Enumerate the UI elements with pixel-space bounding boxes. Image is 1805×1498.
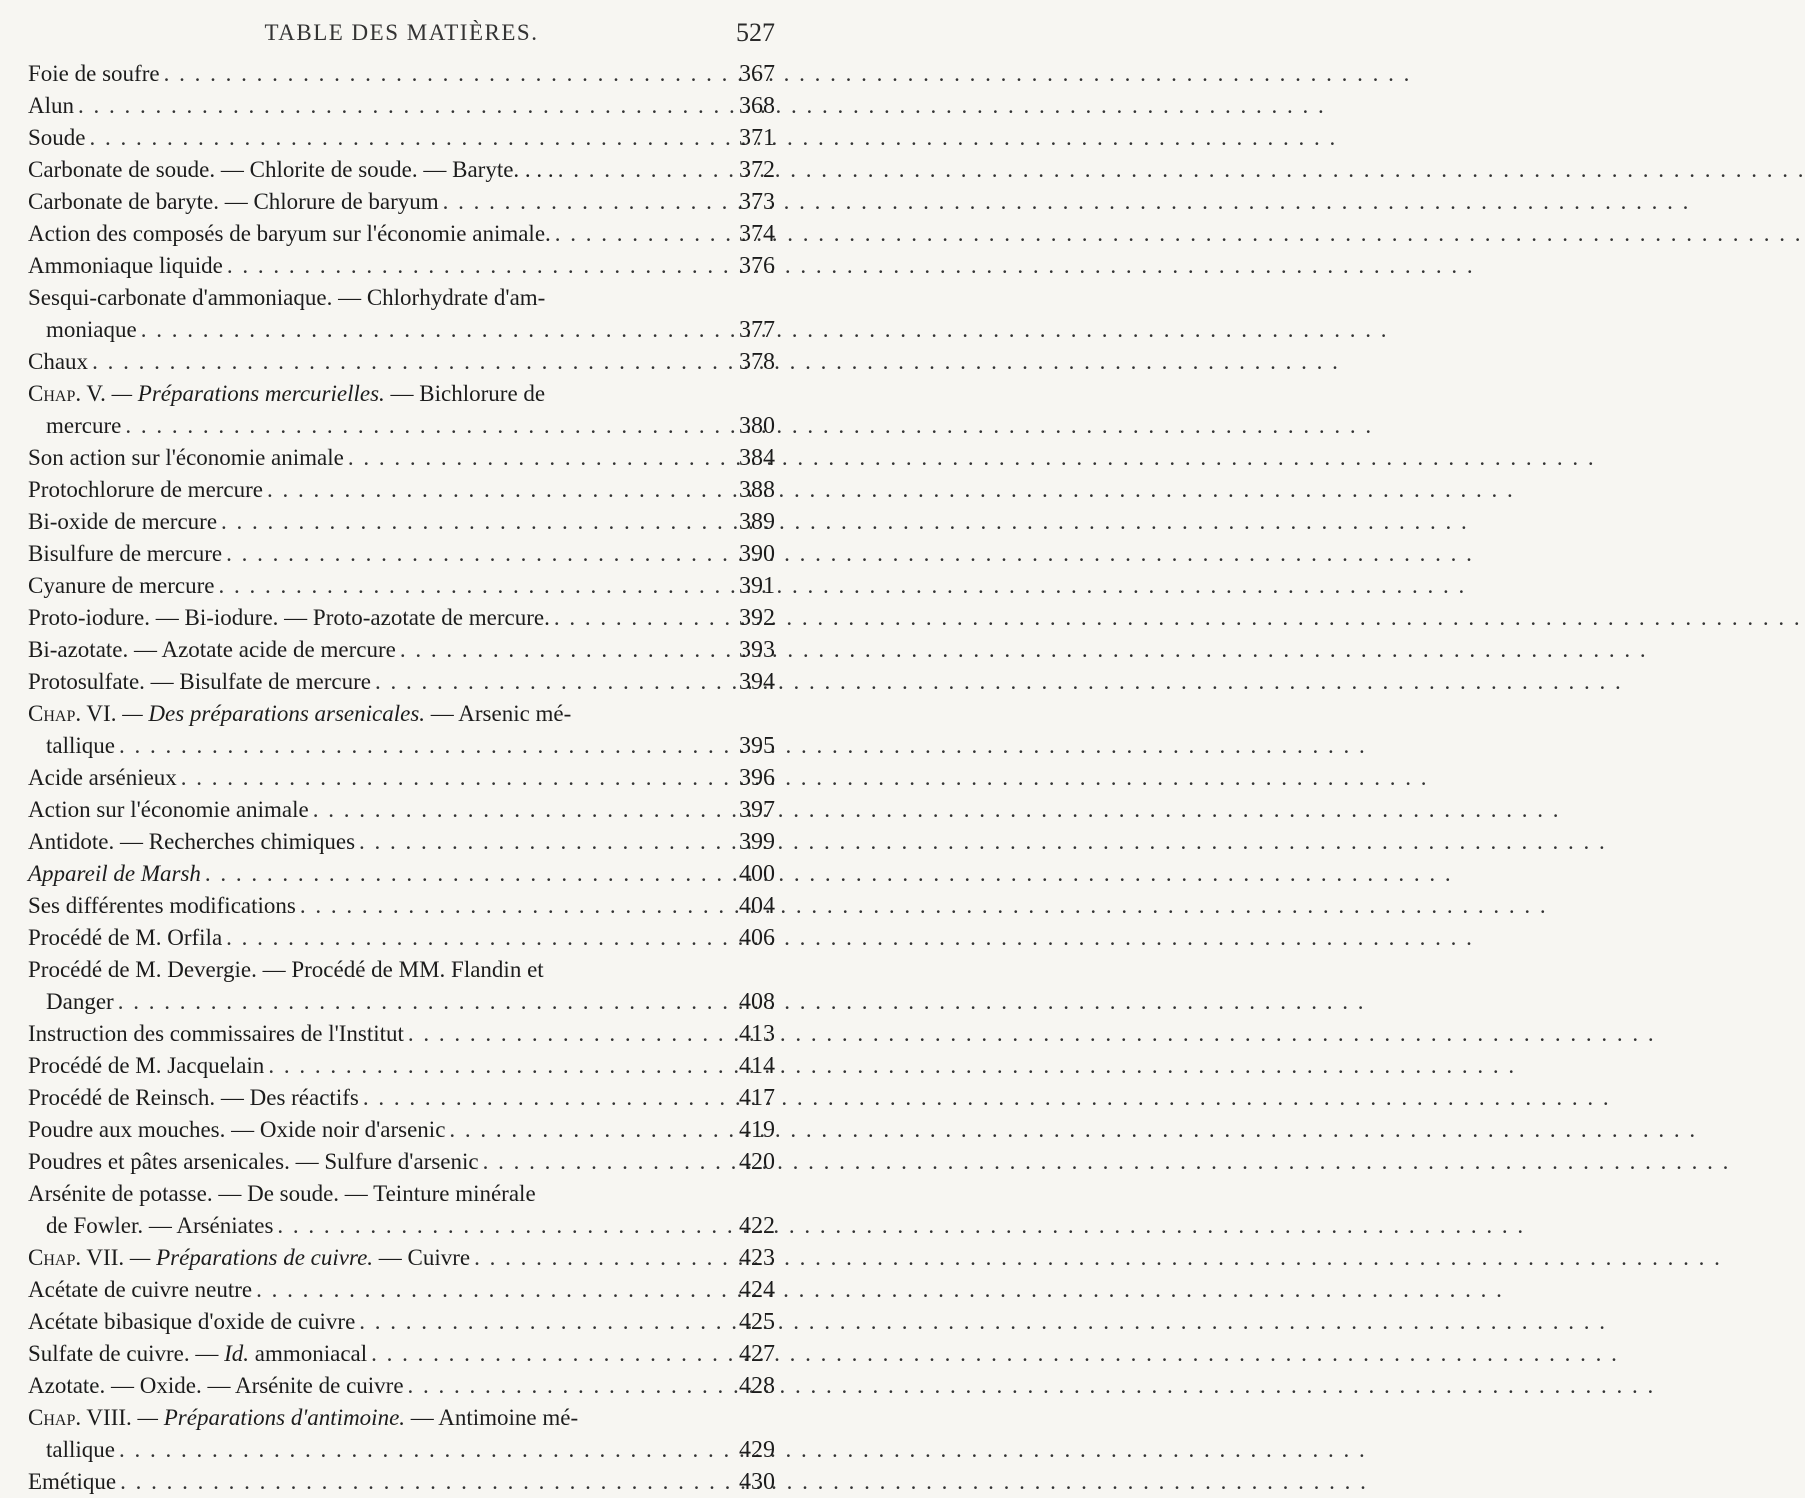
dot-leader: [267, 474, 725, 506]
toc-entry-title: [28, 954, 544, 986]
toc-entry-title: [28, 90, 74, 122]
entry-italic-text: Id.: [224, 1341, 249, 1366]
entry-italic-text: — Préparations mercurielles.: [111, 381, 385, 406]
toc-entry: [28, 1082, 775, 1114]
toc-page-number: 404: [739, 893, 775, 919]
dot-leader: [141, 314, 725, 346]
toc-entry-title: [28, 1242, 470, 1274]
toc-entry-title: [28, 762, 177, 794]
dot-leader: [78, 90, 725, 122]
dot-leader: [227, 250, 725, 282]
toc-entry: [28, 154, 775, 186]
dot-leader: [408, 1370, 725, 1402]
toc-entry-title: [28, 1146, 479, 1178]
toc-entry: [28, 282, 775, 314]
dot-leader: [443, 186, 725, 218]
entry-text: Poudre aux mouches. — Oxide noir d'arsenic: [28, 1117, 446, 1142]
entry-text: Poudres et pâtes arsenicales. — Sulfure d'arsenic: [28, 1149, 479, 1174]
toc-entry: [28, 1434, 775, 1466]
toc-page-number: 420: [739, 1149, 775, 1175]
toc-entry-title: [28, 58, 160, 90]
toc-entry: [28, 1210, 775, 1242]
dot-leader: [277, 1210, 725, 1242]
toc-entry: [28, 858, 775, 890]
entry-text: Procédé de M. Jacquelain: [28, 1053, 265, 1078]
toc-page-number: 393: [739, 637, 775, 663]
entry-text: Foie de soufre: [28, 61, 160, 86]
toc-entry-title: [28, 474, 263, 506]
dot-leader: [555, 218, 725, 250]
entry-italic-text: — Préparations de cuivre.: [129, 1245, 374, 1270]
dot-leader: [90, 122, 726, 154]
entry-text: Action des composés de baryum sur l'économie animale.: [28, 221, 551, 246]
dot-leader: [483, 1146, 725, 1178]
entry-text: Proto-iodure. — Bi-iodure. — Proto-azotate de mercure.: [28, 605, 550, 630]
toc-entry-title: [28, 218, 551, 250]
toc-page-number: 395: [739, 733, 775, 759]
toc-page-number: 377: [739, 317, 775, 343]
toc-entry: [28, 570, 775, 602]
toc-entry: [28, 58, 775, 90]
toc-entry: [28, 314, 775, 346]
dot-leader: [118, 986, 725, 1018]
toc-page-number: 378: [739, 349, 775, 375]
toc-entry-title: [28, 1402, 578, 1434]
toc-entry-title: [28, 1338, 367, 1370]
entry-text: Bisulfure de mercure: [28, 541, 223, 566]
toc-page-number: 406: [739, 925, 775, 951]
toc-entry-title: [28, 250, 223, 282]
entry-text: Soude: [28, 125, 86, 150]
toc-page-number: 368: [739, 93, 775, 119]
entry-rest-text: ammoniacal: [254, 1341, 368, 1366]
toc-page-number: 397: [739, 797, 775, 823]
dot-leader: [119, 1434, 725, 1466]
toc-entry-title: [46, 986, 114, 1018]
entry-text: Azotate. — Oxide. — Arsénite de cuivre: [28, 1373, 404, 1398]
entry-text: Cyanure de mercure: [28, 573, 215, 598]
toc-page-number: 391: [739, 573, 775, 599]
toc-entry: [28, 986, 775, 1018]
toc-page-number: 419: [739, 1117, 775, 1143]
toc-entry-title: [28, 442, 344, 474]
toc-entry-title: [28, 1306, 355, 1338]
toc-entry: [28, 90, 775, 122]
entry-rest-text: — Cuivre: [378, 1245, 471, 1270]
dot-leader: [359, 1306, 725, 1338]
dot-leader: [226, 538, 725, 570]
dot-leader: [119, 730, 725, 762]
dot-leader: [558, 154, 725, 186]
toc-entry-title: [28, 1370, 404, 1402]
toc-page-number: 413: [739, 1021, 775, 1047]
toc-entry-title: [28, 154, 554, 186]
toc-page-number: 389: [739, 509, 775, 535]
toc-entry: [28, 1178, 775, 1210]
entry-text: Chaux: [28, 349, 89, 374]
toc-entry: [28, 1050, 775, 1082]
toc-entry: [28, 410, 775, 442]
toc-page-number: 424: [739, 1277, 775, 1303]
toc-entry-title: [28, 570, 214, 602]
entry-rest-text: — Antimoine mé-: [410, 1405, 579, 1430]
toc-page-number: 400: [739, 861, 775, 887]
toc-entry: [28, 218, 775, 250]
toc-entry: [28, 186, 775, 218]
toc-entry-title: [46, 730, 115, 762]
toc-entry: [28, 122, 775, 154]
toc-entry-title: [28, 698, 571, 730]
entry-text: Procédé de Reinsch. — Des réactifs: [28, 1085, 359, 1110]
toc-entry: [28, 730, 775, 762]
toc-entry: [28, 1274, 775, 1306]
dot-leader: [313, 794, 725, 826]
toc-page-number: 399: [739, 829, 775, 855]
entry-text: Bi-oxide de mercure: [28, 509, 218, 534]
toc-entry-title: [46, 1434, 115, 1466]
toc-entry-title: [28, 1274, 252, 1306]
toc-page-number: 394: [739, 669, 775, 695]
toc-page-number: 408: [739, 989, 775, 1015]
dot-leader: [375, 666, 725, 698]
toc-entry: [28, 1018, 775, 1050]
toc-entry: [28, 602, 775, 634]
toc-entry-title: [28, 890, 296, 922]
book-page: [0, 0, 801, 1495]
toc-entry-title: [46, 314, 137, 346]
chapter-label: Chap. VI.: [28, 701, 117, 726]
chapter-label: Chap. V.: [28, 381, 106, 406]
toc-entry-title: [28, 1082, 359, 1114]
entry-text: Emétique: [28, 1469, 117, 1494]
toc-page-number: 429: [739, 1437, 775, 1463]
entry-rest-text: — Arsenic mé-: [430, 701, 572, 726]
toc-entry-title: [28, 506, 217, 538]
entry-text: Action sur l'économie animale: [28, 797, 309, 822]
toc-entry: [28, 1306, 775, 1338]
entry-italic-text: — Des préparations arsenicales.: [122, 701, 426, 726]
toc-entry: [28, 954, 775, 986]
entry-text: Protosulfate. — Bisulfate de mercure: [28, 669, 371, 694]
toc-entry: [28, 1466, 775, 1498]
toc-page-number: 380: [739, 413, 775, 439]
toc-entry-title: [28, 1018, 404, 1050]
toc-entry: [28, 378, 775, 410]
toc-entry: [28, 794, 775, 826]
toc-entry-title: [28, 794, 309, 826]
toc-entry-title: [28, 826, 355, 858]
toc-page-number: 425: [739, 1309, 775, 1335]
entry-text: Acétate de cuivre neutre: [28, 1277, 253, 1302]
toc-entry: [28, 1402, 775, 1434]
entry-text: Carbonate de soude. — Chlorite de soude. — Baryte. . . .: [28, 157, 554, 182]
entry-text: Danger: [46, 989, 114, 1014]
dot-leader: [120, 1466, 725, 1498]
dot-leader: [400, 634, 725, 666]
toc-page-number: 428: [739, 1373, 775, 1399]
toc-entry-title: [28, 1050, 264, 1082]
toc-page-number: 384: [739, 445, 775, 471]
toc-page-number: 414: [739, 1053, 775, 1079]
entry-italic-text: — Préparations d'antimoine.: [137, 1405, 406, 1430]
toc-entry: [28, 474, 775, 506]
dot-leader: [92, 346, 725, 378]
toc-entry: [28, 1242, 775, 1274]
toc-page-number: 417: [739, 1085, 775, 1111]
toc-entry-title: [28, 634, 396, 666]
entry-text: Sulfate de cuivre. —: [28, 1341, 219, 1366]
toc-page-number: 396: [739, 765, 775, 791]
page-number: 527: [736, 18, 775, 47]
running-title: TABLE DES MATIÈRES.: [264, 20, 539, 45]
page-header: [28, 0, 775, 58]
toc-entry: [28, 634, 775, 666]
dot-leader: [205, 858, 725, 890]
entry-text: Ses différentes modifications: [28, 893, 296, 918]
table-of-contents: [28, 58, 775, 1498]
entry-text: mercure: [46, 413, 122, 438]
entry-text: Sesqui-carbonate d'ammoniaque. — Chlorhydrate d'am-: [28, 285, 546, 310]
dot-leader: [226, 922, 725, 954]
dot-leader: [268, 1050, 725, 1082]
toc-entry-title: [28, 378, 545, 410]
entry-text: Procédé de M. Orfila: [28, 925, 223, 950]
dot-leader: [554, 602, 725, 634]
toc-page-number: 373: [739, 189, 775, 215]
toc-entry-title: [28, 1178, 536, 1210]
toc-entry-title: [28, 346, 88, 378]
entry-text: moniaque: [46, 317, 137, 342]
toc-page-number: 423: [739, 1245, 775, 1271]
toc-page-number: 374: [739, 221, 775, 247]
toc-entry: [28, 538, 775, 570]
toc-entry: [28, 346, 775, 378]
toc-entry: [28, 890, 775, 922]
dot-leader: [371, 1338, 725, 1370]
toc-entry-title: [28, 282, 545, 314]
entry-text: Protochlorure de mercure: [28, 477, 264, 502]
entry-text: Acide arsénieux: [28, 765, 177, 790]
toc-entry-title: [28, 602, 550, 634]
toc-page-number: 371: [739, 125, 775, 151]
toc-page-number: 422: [739, 1213, 775, 1239]
entry-text: Acétate bibasique d'oxide de cuivre: [28, 1309, 356, 1334]
toc-entry: [28, 762, 775, 794]
toc-page-number: 427: [739, 1341, 775, 1367]
toc-entry-title: [28, 666, 371, 698]
toc-entry: [28, 442, 775, 474]
toc-entry: [28, 506, 775, 538]
toc-page-number: 376: [739, 253, 775, 279]
entry-text: Procédé de M. Devergie. — Procédé de MM. Flandin et: [28, 957, 544, 982]
entry-text: Alun: [28, 93, 74, 118]
dot-leader: [256, 1274, 725, 1306]
chapter-label: Chap. VII.: [28, 1245, 125, 1270]
dot-leader: [359, 826, 725, 858]
toc-entry-title: [28, 1466, 116, 1498]
toc-entry: [28, 1114, 775, 1146]
dot-leader: [348, 442, 725, 474]
toc-entry-title: [28, 122, 86, 154]
toc-page-number: 392: [739, 605, 775, 631]
toc-page-number: 388: [739, 477, 775, 503]
dot-leader: [125, 410, 725, 442]
entry-text: Carbonate de baryte. — Chlorure de baryum: [28, 189, 439, 214]
entry-text: tallique: [46, 733, 115, 758]
toc-entry-title: [28, 922, 222, 954]
entry-text: Antidote. — Recherches chimiques: [28, 829, 356, 854]
entry-text: Son action sur l'économie animale: [28, 445, 344, 470]
toc-entry-title: [28, 1114, 445, 1146]
entry-text: de Fowler. — Arséniates: [46, 1213, 274, 1238]
entry-text: tallique: [46, 1437, 115, 1462]
dot-leader: [164, 58, 725, 90]
toc-page-number: 372: [739, 157, 775, 183]
entry-text: Instruction des commissaires de l'Institut: [28, 1021, 404, 1046]
entry-text: Ammoniaque liquide: [28, 253, 223, 278]
entry-rest-text: — Bichlorure de: [390, 381, 546, 406]
toc-entry: [28, 826, 775, 858]
entry-italic-text: Appareil de Marsh: [28, 861, 201, 886]
dot-leader: [408, 1018, 725, 1050]
dot-leader: [218, 570, 725, 602]
toc-entry: [28, 1146, 775, 1178]
dot-leader: [300, 890, 725, 922]
entry-text: Arsénite de potasse. — De soude. — Teinture minérale: [28, 1181, 536, 1206]
toc-entry: [28, 698, 775, 730]
toc-entry: [28, 666, 775, 698]
dot-leader: [363, 1082, 725, 1114]
chapter-label: Chap. VIII.: [28, 1405, 132, 1430]
toc-entry-title: [28, 538, 222, 570]
toc-entry: [28, 1338, 775, 1370]
toc-entry-title: [28, 858, 201, 890]
toc-page-number: 367: [739, 61, 775, 87]
toc-entry-title: [28, 186, 439, 218]
dot-leader: [181, 762, 725, 794]
dot-leader: [474, 1242, 725, 1274]
toc-entry: [28, 922, 775, 954]
toc-entry: [28, 250, 775, 282]
toc-entry-title: [46, 1210, 273, 1242]
toc-page-number: 390: [739, 541, 775, 567]
toc-entry: [28, 1370, 775, 1402]
toc-page-number: 430: [739, 1469, 775, 1495]
entry-text: Bi-azotate. — Azotate acide de mercure: [28, 637, 396, 662]
dot-leader: [221, 506, 725, 538]
dot-leader: [449, 1114, 725, 1146]
toc-entry-title: [46, 410, 121, 442]
